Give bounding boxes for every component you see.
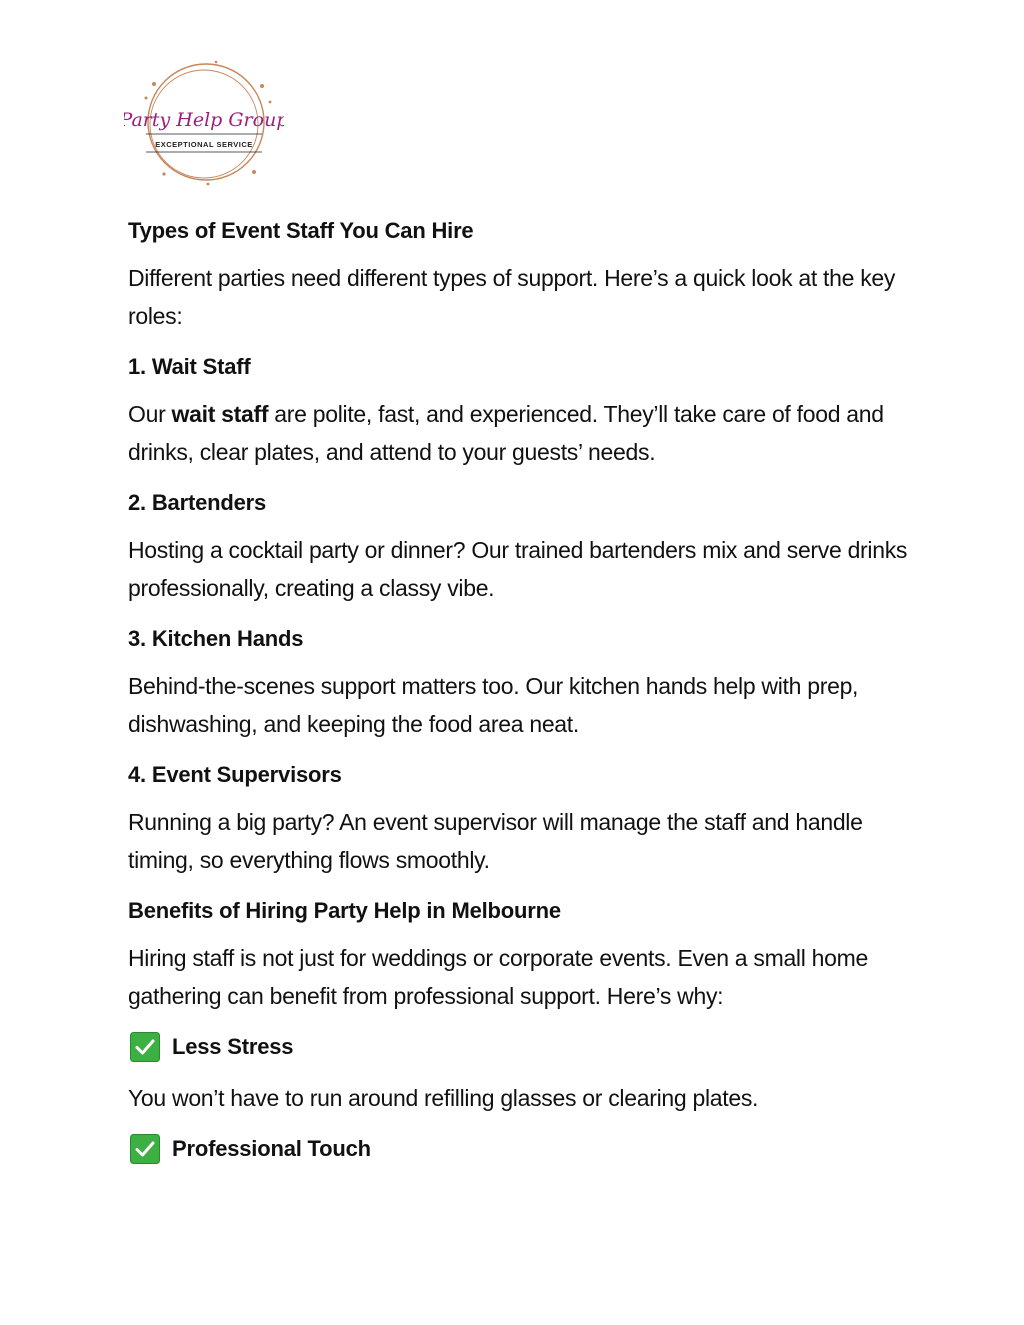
types-intro: Different parties need different types of support. Here’s a quick look at the key roles: [128, 265, 896, 329]
company-logo [124, 56, 284, 192]
professional-touch-label: Professional Touch [172, 1136, 371, 1161]
wait-staff-pre: Our [128, 401, 172, 427]
wait-staff-text [128, 395, 918, 471]
wait-staff-heading: 1. Wait Staff [128, 354, 251, 379]
less-stress-heading [128, 1029, 918, 1065]
kitchen-hands-heading: 3. Kitchen Hands [128, 626, 304, 651]
benefits-intro: Hiring staff is not just for weddings or corporate events. Even a small home gathering can benefit from professional support. Here’s why: [128, 945, 868, 1009]
less-stress-text: You won’t have to run around refilling glasses or clearing plates. [128, 1085, 759, 1111]
wait-staff-bold: wait staff [171, 401, 269, 427]
supervisors-heading: 4. Event Supervisors [128, 762, 342, 787]
types-heading: Types of Event Staff You Can Hire [128, 218, 474, 243]
document-body [128, 213, 918, 1181]
benefits-heading: Benefits of Hiring Party Help in Melbourne [128, 898, 561, 923]
professional-touch-heading [128, 1131, 918, 1167]
logo-script-text: Party Help Group [124, 109, 284, 131]
check-mark-icon [130, 1032, 160, 1062]
logo-tagline: EXCEPTIONAL SERVICE [155, 140, 253, 149]
wait-staff-post: are polite, fast, and experienced. They’ll take care of food and drinks, clear plates, and attend to your guests’ needs. [128, 401, 884, 465]
bartenders-text: Hosting a cocktail party or dinner? Our trained bartenders mix and serve drinks professionally, creating a classy vibe. [128, 537, 908, 601]
less-stress-label: Less Stress [172, 1034, 294, 1059]
bartenders-heading: 2. Bartenders [128, 490, 267, 515]
logo-graphic [124, 56, 284, 192]
kitchen-hands-text: Behind-the-scenes support matters too. Our kitchen hands help with prep, dishwashing, and keeping the food area neat. [128, 673, 859, 737]
check-mark-icon [130, 1134, 160, 1164]
supervisors-text: Running a big party? An event supervisor will manage the staff and handle timing, so everything flows smoothly. [128, 809, 863, 873]
